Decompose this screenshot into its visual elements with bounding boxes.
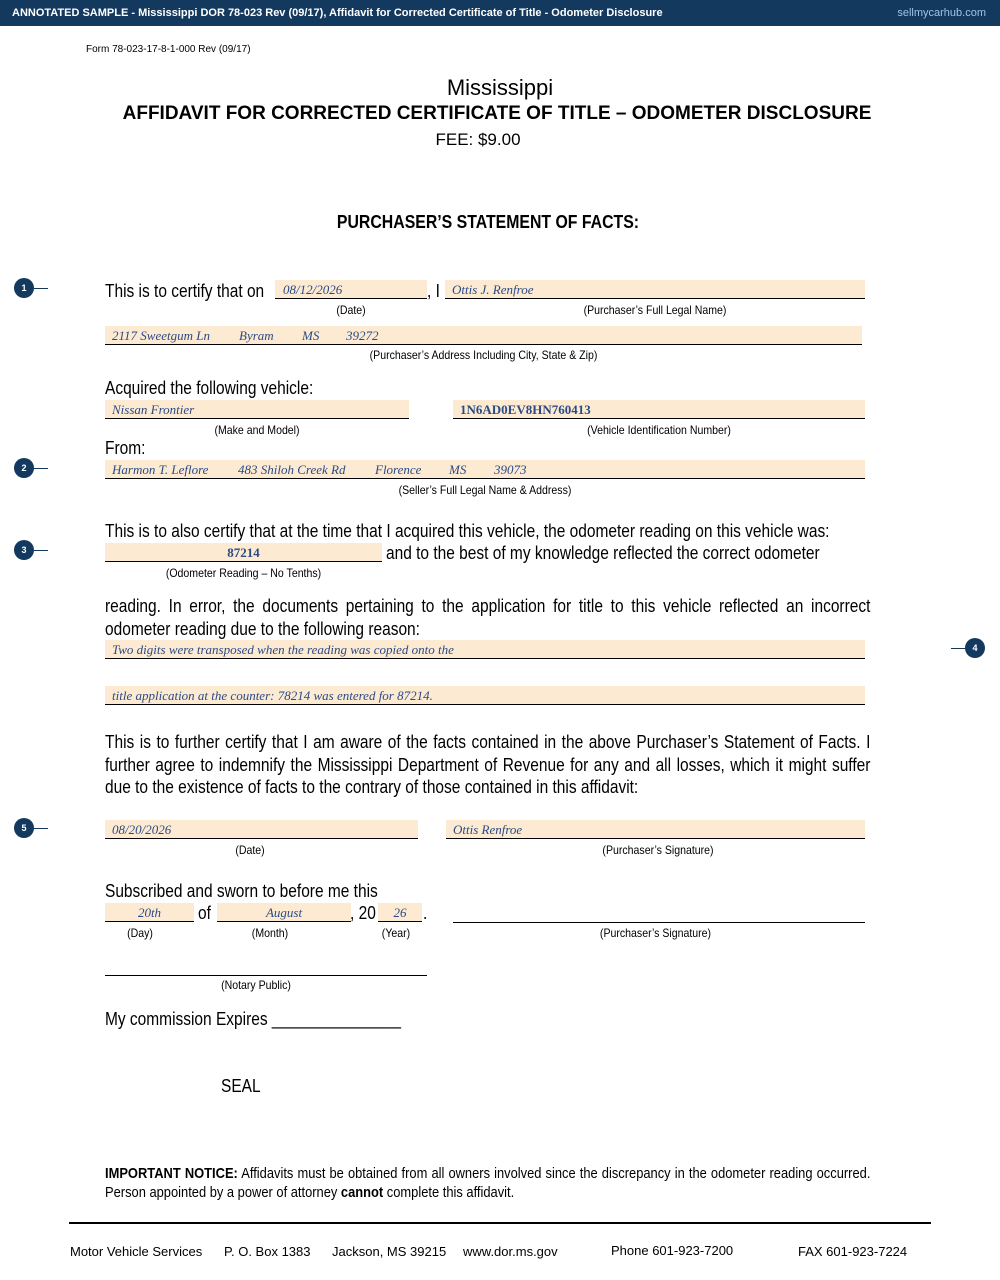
- vin-field[interactable]: [453, 400, 865, 419]
- fee-text: FEE: $9.00: [435, 130, 521, 149]
- odometer-field[interactable]: [105, 543, 382, 562]
- notice-heading: IMPORTANT NOTICE:: [105, 1165, 238, 1182]
- seal-text: SEAL: [221, 1076, 261, 1096]
- seller-label: (Seller’s Full Legal Name & Address): [398, 483, 572, 497]
- seller-street: 483 Shiloh Creek Rd: [238, 462, 346, 477]
- year-label: (Year): [381, 926, 411, 940]
- notary-label: (Notary Public): [221, 978, 291, 992]
- annotation-marker-5: 5: [14, 818, 34, 838]
- annotation-marker-1: 1: [14, 278, 34, 298]
- banner-title: ANNOTATED SAMPLE - Mississippi DOR 78-023 Rev (09/17), Affidavit for Corrected Certificate of Title - Odometer Disclosure: [12, 7, 663, 19]
- footer-pobox: P. O. Box 1383: [224, 1244, 311, 1259]
- day-label: (Day): [127, 926, 153, 940]
- sworn-signature-label: (Purchaser’s Signature): [599, 926, 712, 940]
- odometer-value: 87214: [227, 545, 260, 560]
- marker-leader-line: [34, 828, 48, 829]
- make-model-value: Nissan Frontier: [112, 402, 195, 417]
- marker-leader-line: [34, 288, 48, 289]
- address-city: Byram: [239, 328, 274, 343]
- certify-date-field[interactable]: [275, 280, 427, 299]
- annotation-banner: [0, 0, 1000, 26]
- reason-line-1: Two digits were transposed when the reading was copied onto the: [112, 642, 454, 657]
- notary-signature-line[interactable]: [105, 956, 427, 976]
- comma-i-text: , I: [427, 281, 440, 301]
- certify-date-value: 08/12/2026: [283, 282, 343, 297]
- day-field[interactable]: [105, 903, 194, 922]
- notice-text-1: Affidavits must be obtained from all owners involved since the discrepancy in the odometer reading occurred. Person appointed by a power of attorney: [105, 1165, 871, 1201]
- further-certify-paragraph: This is to further certify that I am aware of the facts contained in the above Purchaser’s Statement of Facts. I further agree to indemnify the Mississippi Department of Revenue for any and all losses, which it might suffer due to the existence of facts to the contrary of those contained in this affidavit:: [105, 732, 871, 797]
- month-value: August: [265, 905, 303, 920]
- signature-date-label: (Date): [235, 843, 265, 857]
- date-label: (Date): [336, 303, 366, 317]
- purchaser-address-field[interactable]: [105, 326, 862, 345]
- purchaser-name-value: Ottis J. Renfroe: [452, 282, 534, 297]
- state-heading: Mississippi: [446, 75, 554, 100]
- sworn-lead-text: Subscribed and sworn to before me this: [105, 881, 378, 901]
- annotation-marker-4: 4: [965, 638, 985, 658]
- purchaser-signature-field[interactable]: [446, 820, 865, 839]
- address-zip: 39272: [346, 328, 379, 343]
- banner-site-link[interactable]: sellmycarhub.com: [897, 7, 986, 19]
- marker-leader-line: [34, 468, 48, 469]
- footer-city: Jackson, MS 39215: [332, 1244, 447, 1259]
- footer-website[interactable]: www.dor.ms.gov: [463, 1244, 558, 1259]
- marker-leader-line: [34, 550, 48, 551]
- odometer-lead-text: This is to also certify that at the time that I acquired this vehicle, the odometer reading on this vehicle was:: [105, 521, 830, 541]
- purchaser-name-label: (Purchaser’s Full Legal Name): [583, 303, 727, 317]
- annotation-marker-2: 2: [14, 458, 34, 478]
- signature-date-field[interactable]: [105, 820, 418, 839]
- footer-phone: Phone 601-923-7200: [611, 1243, 734, 1258]
- year-field[interactable]: [378, 903, 422, 922]
- notice-cannot: cannot: [340, 1184, 384, 1201]
- form-number: Form 78-023-17-8-1-000 Rev (09/17): [86, 44, 251, 55]
- purchaser-signature-value: Ottis Renfroe: [453, 822, 523, 837]
- address-state: MS: [302, 328, 320, 343]
- vin-value: 1N6AD0EV8HN760413: [460, 402, 591, 417]
- of-text: of: [198, 903, 211, 923]
- footer-fax: FAX 601-923-7224: [798, 1244, 908, 1259]
- day-value: 20th: [137, 905, 162, 920]
- seller-state: MS: [449, 462, 467, 477]
- notice-text-2: complete this affidavit.: [383, 1184, 515, 1201]
- purchaser-signature-label: (Purchaser’s Signature): [602, 843, 714, 857]
- make-model-field[interactable]: [105, 400, 409, 419]
- seller-name: Harmon T. Leflore: [112, 462, 209, 477]
- marker-leader-line: [951, 648, 965, 649]
- address-label: (Purchaser’s Address Including City, State & Zip): [369, 348, 598, 362]
- odometer-after-text: and to the best of my knowledge reflected the correct odometer: [386, 543, 820, 563]
- seller-zip: 39073: [494, 462, 527, 477]
- vin-label: (Vehicle Identification Number): [587, 423, 731, 437]
- certify-lead-text: This is to certify that on: [105, 281, 265, 301]
- make-model-label: (Make and Model): [214, 423, 300, 437]
- footer-rule: [69, 1222, 931, 1224]
- footer-agency: Motor Vehicle Services: [70, 1244, 203, 1259]
- month-label: (Month): [251, 926, 289, 940]
- commission-expires-text: My commission Expires _______________: [105, 1009, 402, 1029]
- year-value: 26: [393, 905, 407, 920]
- purchaser-name-field[interactable]: [445, 280, 865, 299]
- sworn-signature-line[interactable]: [453, 903, 865, 923]
- annotation-marker-3: 3: [14, 540, 34, 560]
- address-street: 2117 Sweetgum Ln: [112, 328, 210, 343]
- seller-city: Florence: [375, 462, 422, 477]
- error-paragraph: reading. In error, the documents pertaining to the application for title to this vehicle reflected an incorrect odometer reading due to the following reason:: [105, 596, 871, 639]
- odometer-label: (Odometer Reading – No Tenths): [165, 566, 322, 580]
- reason-field-line-2[interactable]: [105, 686, 865, 705]
- reason-field-line-1[interactable]: [105, 640, 865, 659]
- form-title: AFFIDAVIT FOR CORRECTED CERTIFICATE OF TITLE – ODOMETER DISCLOSURE: [122, 103, 872, 124]
- month-field[interactable]: [217, 903, 351, 922]
- seller-field[interactable]: [105, 460, 865, 479]
- important-notice: [105, 1164, 870, 1202]
- vehicle-lead-text: Acquired the following vehicle:: [105, 378, 314, 398]
- from-text: From:: [105, 438, 146, 458]
- year-prefix-text: , 20: [350, 903, 376, 923]
- reason-line-2: title application at the counter: 78214 was entered for 87214.: [112, 688, 433, 703]
- section-title: PURCHASER’S STATEMENT OF FACTS:: [336, 212, 640, 232]
- signature-date-value: 08/20/2026: [112, 822, 172, 837]
- sworn-period: .: [423, 903, 428, 923]
